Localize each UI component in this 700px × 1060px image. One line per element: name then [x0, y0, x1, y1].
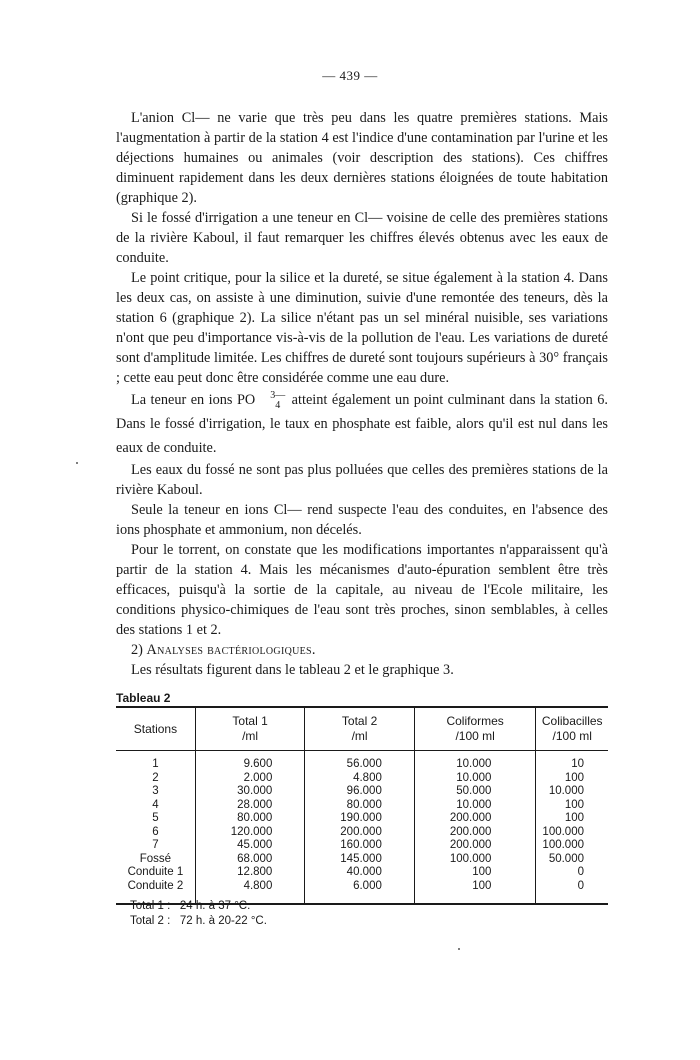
- phosphate-text-rest: atteint également un point culminant dans la station 6. Dans le fossé d'irrigation, le taux en phosphate est faible, alors qu'il est nul dans les eaux de conduite.: [116, 392, 608, 456]
- paragraph-torrent: Pour le torrent, on constate que les modifications importantes n'apparaissent qu'à partir de la station 4. Mais les mécanismes d'auto-épuration semblent être très efficaces, puisqu'à la sortie de la capitale, au niveau de l'Ecole militaire, les conditions physico-chimiques de l'eau sont très proches, sinon semblables, à celles des stations 1 et 2.: [116, 542, 608, 638]
- paragraph-chloride: L'anion Cl— ne varie que très peu dans les quatre premières stations. Mais l'augmentation à partir de la station 4 est l'indice d'une contamination par l'urine et les déjections humaines ou animales (voir description des stations). Ces chiffres diminuent rapidement dans les deux dernières stations éloignées de toute habitation (graphique 2).: [116, 110, 608, 206]
- phosphate-ion-indices: [255, 391, 285, 411]
- section-number: 2): [131, 642, 147, 658]
- note-total2: Total 2 : 72 h. à 20-22 °C.: [130, 915, 267, 927]
- table-header-row: [116, 707, 608, 751]
- table-row: 5 80.000 190.000 200.000 100: [116, 812, 608, 826]
- table-notes: [130, 899, 267, 929]
- header-colibacilles: Colibacilles /100 ml: [536, 707, 608, 751]
- table-row: 1 9.600 56.000 10.000 10: [116, 751, 608, 772]
- paragraph-pipes: Seule la teneur en ions Cl— rend suspecte l'eau des conduites, en l'absence des ions phosphate et ammonium, non décelés.: [116, 502, 608, 538]
- section-title: Analyses bactériologiques.: [146, 642, 316, 658]
- note-total1: Total 1 : 24 h. à 37 °C.: [130, 900, 251, 912]
- header-stations: Stations: [133, 721, 178, 736]
- table-row: 7 45.000 160.000 200.000 100.000: [116, 839, 608, 853]
- header-total2: Total 2 /ml: [305, 707, 415, 751]
- table-row: Conduite 2 4.800 6.000 100 0: [116, 880, 608, 905]
- phosphate-charge: 3—: [270, 389, 286, 401]
- phosphate-text-start: La teneur en ions PO: [131, 392, 256, 408]
- paragraph-irrigation: Si le fossé d'irrigation a une teneur en Cl— voisine de celle des premières stations de la rivière Kaboul, il faut remarquer les chiffres élevés obtenus avec les eaux de conduite.: [116, 210, 608, 266]
- paragraph-ditch: Les eaux du fossé ne sont pas plus polluées que celles des premières stations de la rivière Kaboul.: [116, 462, 608, 498]
- bacteriology-table: [116, 706, 608, 905]
- table-row: Fossé 68.000 145.000 100.000 50.000: [116, 853, 608, 867]
- margin-speck: [458, 948, 460, 950]
- margin-speck: [76, 462, 78, 464]
- paragraph-silica-hardness: Le point critique, pour la silice et la dureté, se situe également à la station 4. Dans les deux cas, on assiste à une diminution, suivie d'une remontée des teneurs, dès la station 6 (graphique 2). La silice n'étant pas un sel minéral nuisible, ses variations n'ont que peu d'importance vis-à-vis de la pollution de l'eau. Les variations de dureté sont d'amplitude limitée. Les chiffres de dureté sont toujours supérieurs à 30° français ; cette eau peut donc être considérée comme une eau dure.: [116, 270, 608, 386]
- table-row: 6 120.000 200.000 200.000 100.000: [116, 826, 608, 840]
- table-row: 3 30.000 96.000 50.000 10.000: [116, 785, 608, 799]
- table-row: 4 28.000 80.000 10.000 100: [116, 799, 608, 813]
- table-row: 2 2.000 4.800 10.000 100: [116, 772, 608, 786]
- table-caption: Tableau 2: [116, 691, 171, 705]
- page-number: — 439 —: [322, 68, 378, 83]
- body-text: [116, 108, 608, 680]
- section-heading: [116, 640, 608, 660]
- header-coliformes: Coliformes /100 ml: [414, 707, 536, 751]
- header-total1: Total 1 /ml: [195, 707, 305, 751]
- paragraph-phosphate: [116, 388, 608, 460]
- phosphate-subscript: 4: [275, 399, 281, 411]
- table-row: Conduite 1 12.800 40.000 100 0: [116, 866, 608, 880]
- paragraph-results: Les résultats figurent dans le tableau 2 et le graphique 3.: [131, 662, 454, 678]
